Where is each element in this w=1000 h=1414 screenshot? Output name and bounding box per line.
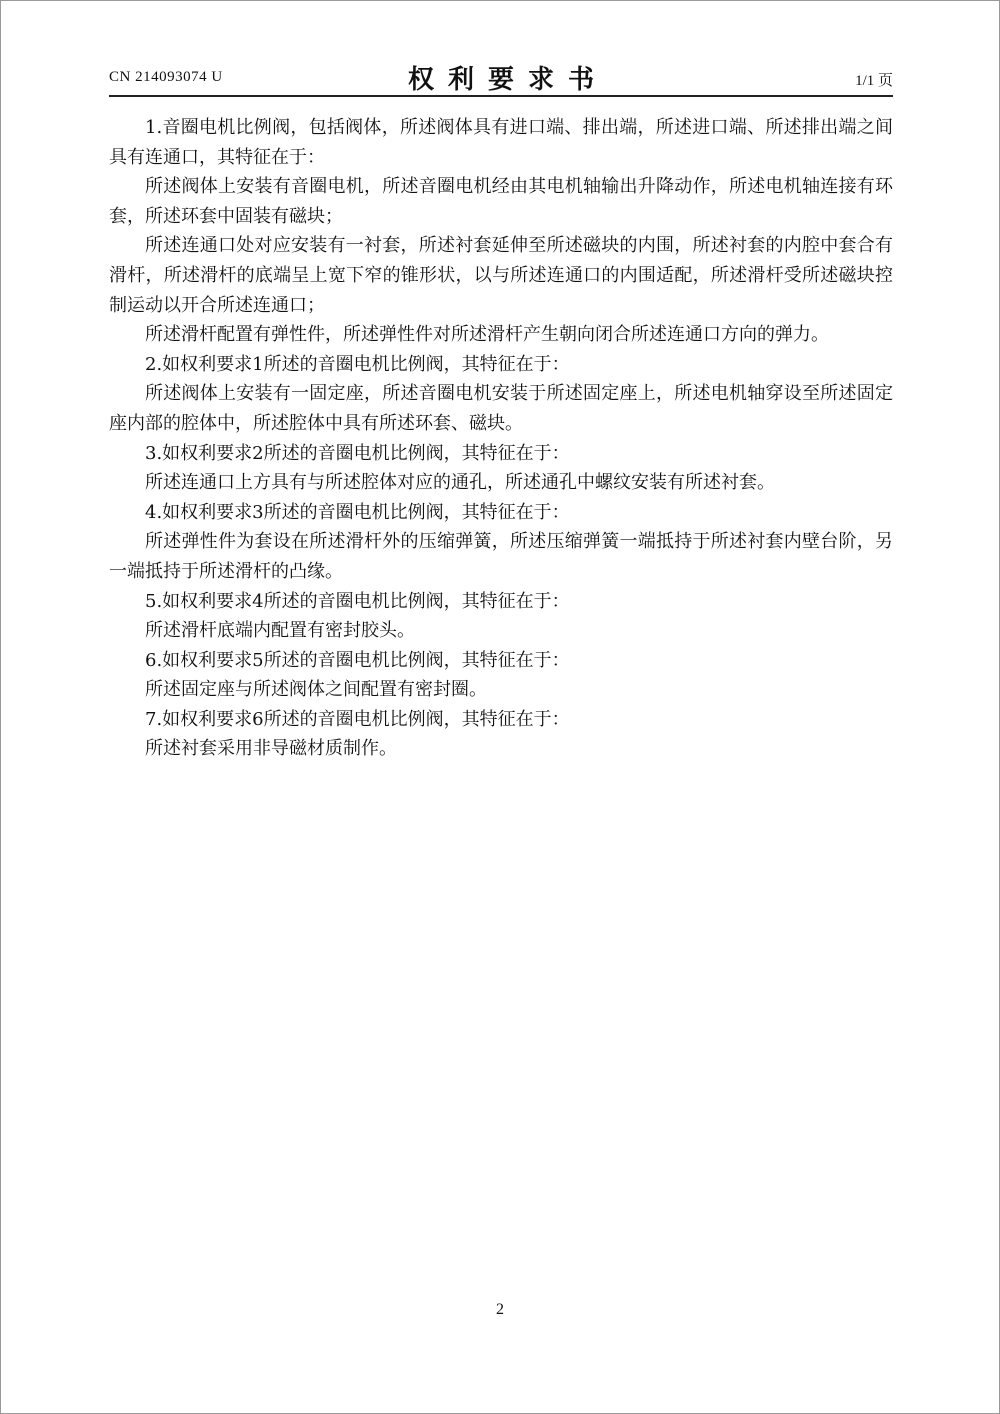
claim-2-intro: 2.如权利要求1所述的音圈电机比例阀，其特征在于： xyxy=(145,353,570,375)
page-label: 1/1 页 xyxy=(855,73,893,89)
claim-5-body: 所述滑杆底端内配置有密封胶头。 xyxy=(145,620,415,642)
header-rule xyxy=(109,95,893,97)
document-title: 权利要求书 xyxy=(407,65,608,95)
claim-4-intro: 4.如权利要求3所述的音圈电机比例阀，其特征在于： xyxy=(145,501,570,523)
claim-3-body: 所述连通口上方具有与所述腔体对应的通孔，所述通孔中螺纹安装有所述衬套。 xyxy=(145,472,775,494)
page-number: 2 xyxy=(496,1301,504,1318)
claim-5-intro: 5.如权利要求4所述的音圈电机比例阀，其特征在于： xyxy=(145,590,570,612)
claim-1-feature-c: 所述滑杆配置有弹性件，所述弹性件对所述滑杆产生朝向闭合所述连通口方向的弹力。 xyxy=(145,324,829,346)
claims-body xyxy=(109,113,893,764)
claim-7-intro: 7.如权利要求6所述的音圈电机比例阀，其特征在于： xyxy=(145,708,570,730)
claim-4-body: 所述弹性件为套设在所述滑杆外的压缩弹簧，所述压缩弹簧一端抵持于所述衬套内壁台阶，另一端抵持于所述滑杆的凸缘。 xyxy=(109,531,893,582)
claim-1-feature-b: 所述连通口处对应安装有一衬套，所述衬套延伸至所述磁块的内围，所述衬套的内腔中套合有滑杆，所述滑杆的底端呈上宽下窄的锥形状，以与所述连通口的内围适配，所述滑杆受所述磁块控制运动以开合所述连通口； xyxy=(109,235,893,316)
claim-1-feature-a: 所述阀体上安装有音圈电机，所述音圈电机经由其电机轴输出升降动作，所述电机轴连接有环套，所述环套中固装有磁块； xyxy=(109,176,893,227)
publication-number: CN 214093074 U xyxy=(109,69,223,85)
page-header xyxy=(109,59,893,95)
claim-7-body: 所述衬套采用非导磁材质制作。 xyxy=(145,738,397,760)
claim-1-intro: 1.音圈电机比例阀，包括阀体，所述阀体具有进口端、排出端，所述进口端、所述排出端之间具有连通口，其特征在于： xyxy=(109,117,893,168)
claim-2-body: 所述阀体上安装有一固定座，所述音圈电机安装于所述固定座上，所述电机轴穿设至所述固定座内部的腔体中，所述腔体中具有所述环套、磁块。 xyxy=(109,383,893,434)
claim-6-intro: 6.如权利要求5所述的音圈电机比例阀，其特征在于： xyxy=(145,649,570,671)
claim-6-body: 所述固定座与所述阀体之间配置有密封圈。 xyxy=(145,679,487,701)
claim-3-intro: 3.如权利要求2所述的音圈电机比例阀，其特征在于： xyxy=(145,442,570,464)
